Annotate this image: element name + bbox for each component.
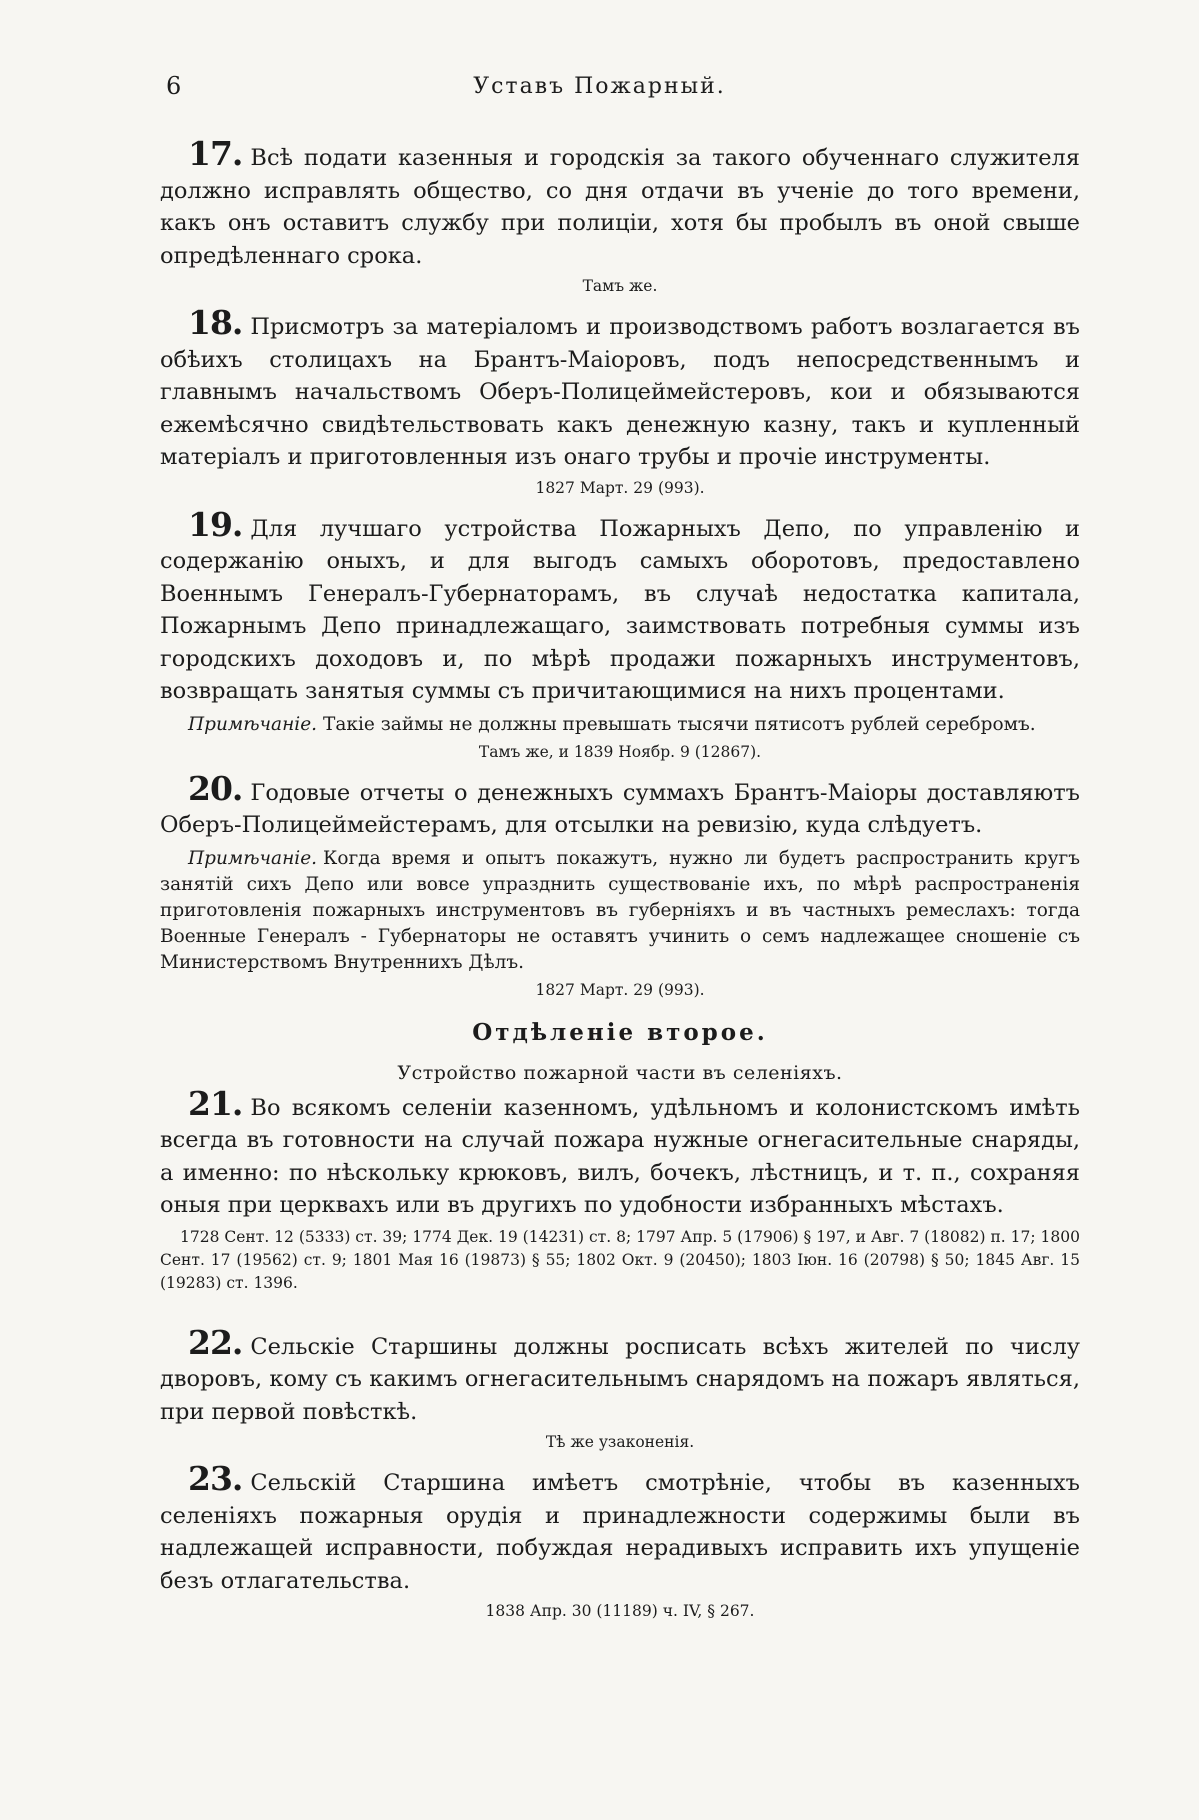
article-source: Тѣ же узаконенія. [545, 1433, 695, 1451]
running-head [0, 72, 1199, 108]
article-text: Для лучшаго устройства Пожарныхъ Депо, по управленію и содержанію оныхъ, и для выгодъ самыхъ оборотовъ, предоставлено Военнымъ Генералъ-Губернаторамъ, въ случаѣ недостатка капитала, Пожарнымъ Депо принадлежащаго, заимствовать потребныя суммы изъ городскихъ доходовъ и, по мѣрѣ продажи пожарныхъ инструментовъ, возвращать занятыя суммы съ причитающимися на нихъ процентами. [160, 515, 1080, 704]
article-number: 21. [188, 1083, 243, 1123]
article-18 [160, 303, 1080, 499]
article-text: Всѣ подати казенныя и городскія за такого обученнаго служителя должно исправлять общество, со дня отдачи въ ученіе до того времени, какъ онъ оставитъ службу при полиціи, хотя бы пробылъ въ оной свыше опредѣленнаго срока. [160, 145, 1080, 269]
page-number: 6 [166, 72, 182, 100]
article-number: 17. [188, 134, 243, 173]
article-source: 1728 Сент. 12 (5333) ст. 39; 1774 Дек. 19 (14231) ст. 8; 1797 Апр. 5 (17906) § 197, и Авг. 7 (18082) п. 17; 1800 Сент. 17 (19562) ст. 9; 1801 Мая 16 (19873) § 55; 1802 Окт. 9 (20450); 1803 Іюн. 16 (20798) § 50; 1845 Авг. 15 (19283) ст. 1396. [160, 1227, 1080, 1292]
article-source: Тамъ же, и 1839 Ноябр. 9 (12867). [478, 742, 762, 761]
article-21 [160, 1083, 1080, 1295]
article-note [160, 712, 1080, 738]
article-source: Тамъ же. [582, 277, 658, 295]
section-title: Отдѣленіе второе. [472, 1018, 768, 1046]
article-source: 1827 Март. 29 (993). [535, 478, 705, 497]
article-text: Сельскій Старшина имѣетъ смотрѣніе, чтобы въ казенныхъ селеніяхъ пожарныя орудія и принадлежности содержимы были въ надлежащей исправности, побуждая нерадивыхъ исправить ихъ упущеніе безъ отлагательства. [160, 1470, 1080, 1594]
article-text: Во всякомъ селеніи казенномъ, удѣльномъ и колонистскомъ имѣть всегда въ готовности на случай пожара нужные огнегасительные снаряды, а именно: по нѣскольку крюковъ, вилъ, бочекъ, лѣстницъ, и т. п., сохраняя оныя при церквахъ или въ другихъ по удобности избранныхъ мѣстахъ. [160, 1094, 1080, 1218]
running-title: Уставъ Пожарный. [473, 74, 726, 99]
section-subtitle: Устройство пожарной части въ селеніяхъ. [397, 1061, 843, 1084]
article-number: 22. [188, 1322, 243, 1362]
article-note [160, 846, 1080, 976]
article-22 [160, 1322, 1080, 1454]
article-23 [160, 1459, 1080, 1622]
note-label: Примѣчаніе. [188, 713, 318, 735]
article-source: 1838 Апр. 30 (11189) ч. IV, § 267. [485, 1602, 755, 1620]
article-number: 19. [188, 504, 243, 544]
note-text: Такіе займы не должны превышать тысячи пятисотъ рублей серебромъ. [323, 713, 1036, 735]
article-text: Сельскіе Старшины должны росписать всѣхъ жителей по числу дворовъ, кому съ какимъ огнегасительнымъ снарядомъ на пожаръ являться, при первой повѣсткѣ. [160, 1333, 1080, 1425]
article-text: Присмотръ за матеріаломъ и производствомъ работъ возлагается въ обѣихъ столицахъ на Брантъ-Маіоровъ, подъ непосредственнымъ и главнымъ начальствомъ Оберъ-Полицеймейстеровъ, кои и обязываются ежемѣсячно свидѣтельствовать какъ денежную казну, такъ и купленный матеріалъ и приготовленныя изъ онаго трубы и прочіе инструменты. [160, 314, 1080, 470]
article-19 [160, 504, 1080, 763]
body-text [160, 134, 1080, 1632]
article-17 [160, 134, 1080, 297]
article-number: 23. [188, 1459, 243, 1498]
article-number: 18. [188, 303, 243, 342]
article-source: 1827 Март. 29 (993). [535, 980, 705, 999]
note-text: Когда время и опытъ покажутъ, нужно ли будетъ распространить кругъ занятій сихъ Депо или вовсе упразднить существованіе ихъ, по мѣрѣ распространенія приготовленія пожарныхъ инструментовъ въ губерніяхъ и въ частныхъ ремеслахъ: тогда Военные Генералъ - Губернаторы не оставятъ учинить о семъ надлежащее сношеніе съ Министерствомъ Внутреннихъ Дѣлъ. [160, 847, 1080, 973]
article-20 [160, 768, 1080, 1001]
article-text: Годовые отчеты о денежныхъ суммахъ Брантъ-Маіоры доставляютъ Оберъ-Полицеймейстерамъ, для отсылки на ревизію, куда слѣдуетъ. [160, 779, 1080, 838]
article-number: 20. [188, 768, 243, 808]
note-label: Примѣчаніе. [188, 847, 318, 869]
